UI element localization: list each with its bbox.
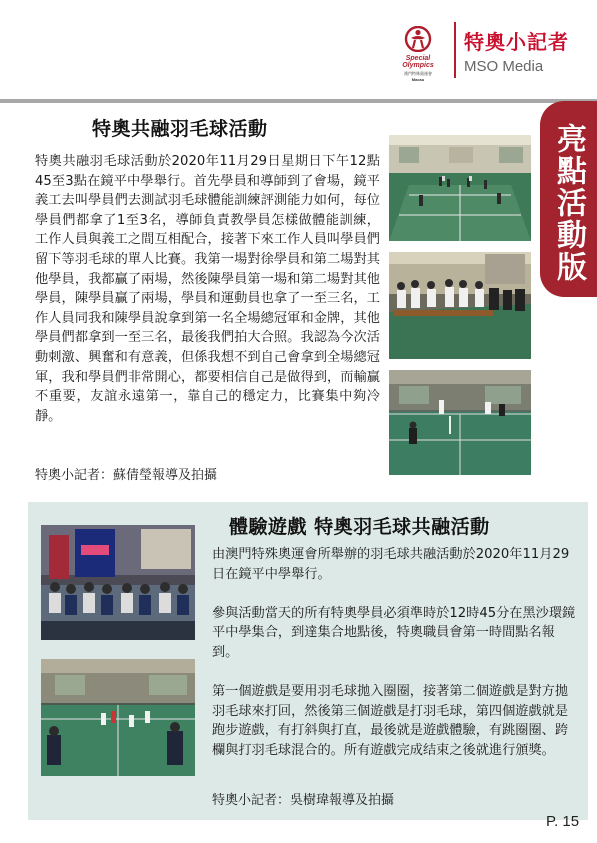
article2-paragraph-1: 由澳門特殊奧運會所舉辦的羽毛球共融活動於2020年11月29日在鏡平中學舉行。 bbox=[212, 547, 570, 582]
header-title: 特奧小記者 bbox=[464, 30, 569, 54]
article1-photo-match-play bbox=[389, 370, 531, 475]
logo-wordmark: Special Olympics bbox=[402, 55, 434, 69]
article1-photo-gym-overview bbox=[389, 135, 531, 241]
article1-body: 特奧共融羽毛球活動於2020年11月29日星期日下午12點45至3點在鏡平中學舉行。首先學員和導師到了會場，鏡平義工去叫學員們去測試羽毛球體能訓練評測能力如何，每位學員們都拿了1至3名，導師負責教學員怎樣做體能訓練，工作人員與義工之間互相配合，接著下來工作人員叫學員們留下等羽毛球的單人比賽。我第一場對徐學員和第二場對其他學員，我都贏了兩場，然後陳學員第一場和第二場對其他學員，陳學員贏了兩場，學員和運動員也拿了一至三名，工作人員同我和陳學員說拿到第一名全場總冠軍和金牌，其他學員們都拿到一至三名，最後我們拍大合照。我認為今次活動刺激、興奮和有意義，但係我想不到自己會拿到全場總冠軍，我和學員們非常開心，都要相信自己是做得到，而輸贏不重要，友誼永遠第一，靠自己的穩定力，比賽集中夠冷靜。 bbox=[35, 154, 380, 424]
special-olympics-emblem-icon bbox=[404, 26, 432, 52]
header-divider bbox=[454, 22, 456, 78]
article1-byline: 特奧小記者：蘇倩瑩報導及拍攝 bbox=[35, 468, 218, 483]
article1-photo-seated-group bbox=[389, 252, 531, 359]
highlight-section-label: 亮點活動版 bbox=[551, 123, 586, 283]
article2-photo-court-players bbox=[41, 659, 195, 776]
article2-paragraph-3: 第一個遊戲是要用羽毛球拋入圈圈，接著第二個遊戲是對方拋羽毛球來打回，然後第三個遊戲是打羽毛球，第四個遊戲就是跑步遊戲，有打斜與打直，最後就是遊戲體驗，有跳圈圈、跨欄與打羽毛球混合的。所有遊戲完成结束之後就進行頒獎。 bbox=[212, 684, 569, 758]
page-number: P. 15 bbox=[546, 813, 580, 830]
highlight-section-tab bbox=[540, 101, 597, 297]
article2-title: 體驗遊戲 特奧羽毛球共融活動 bbox=[229, 516, 490, 538]
article2-paragraph-2: 參與活動當天的所有特奧學員必須準時於12時45分在黑沙環鏡平中學集合，到達集合地點後，特奧職員會第一時間點名報到。 bbox=[212, 605, 576, 660]
special-olympics-logo bbox=[389, 26, 447, 90]
header-subtitle: MSO Media bbox=[464, 58, 544, 75]
article2-byline: 特奧小記者：吳樹瑋報導及拍攝 bbox=[212, 793, 395, 808]
header-band bbox=[0, 99, 597, 103]
article1-title: 特奧共融羽毛球活動 bbox=[92, 118, 268, 140]
article2-photo-event-stage bbox=[41, 525, 195, 640]
logo-chinese-name: 澳門特殊奧運會 bbox=[404, 71, 432, 76]
logo-place: Macau bbox=[411, 77, 425, 82]
article2-body bbox=[212, 545, 580, 780]
